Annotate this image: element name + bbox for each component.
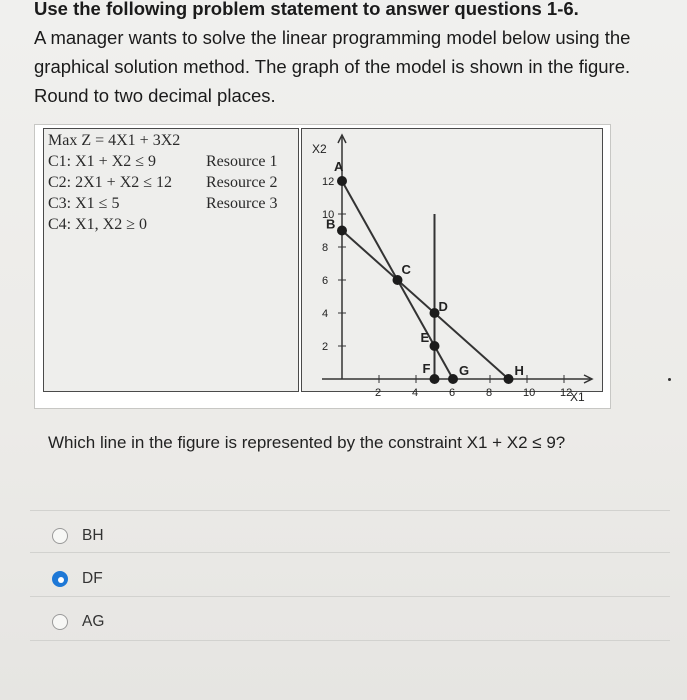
constraint-c4: C4: X1, X2 ≥ 0 (48, 216, 148, 233)
option-ag-label: AG (82, 613, 105, 630)
point-label-h: H (514, 363, 524, 378)
radio-bh[interactable] (52, 528, 68, 544)
objective-function: Max Z = 4X1 + 3X2 (48, 132, 181, 149)
problem-heading: Use the following problem statement to answer questions 1-6. (34, 0, 579, 19)
option-bh[interactable] (52, 524, 104, 548)
feasible-region-graph (301, 128, 603, 404)
problem-header (34, 0, 634, 110)
x-tick-label: 8 (486, 387, 493, 399)
divider (30, 596, 670, 597)
divider (30, 510, 670, 511)
option-bh-label: BH (82, 527, 104, 544)
divider (30, 640, 670, 641)
x-tick-label: 2 (375, 387, 382, 399)
stray-dot (668, 378, 671, 381)
point-e (430, 341, 440, 351)
y-tick-label: 6 (322, 275, 329, 287)
resource-1-label: Resource 1 (206, 153, 278, 170)
constraint-line-bh (342, 231, 509, 380)
y-tick-label: 2 (322, 341, 329, 353)
y-axis-label: X2 (312, 142, 327, 156)
radio-ag[interactable] (52, 614, 68, 630)
point-f (430, 374, 440, 384)
option-df[interactable] (52, 567, 103, 591)
radio-df[interactable] (52, 571, 68, 587)
y-tick-label: 4 (322, 308, 329, 320)
x-tick-label: 6 (449, 387, 456, 399)
option-ag[interactable] (52, 610, 104, 634)
question-text: Which line in the figure is represented by the constraint X1 + X2 ≤ 9? (48, 433, 566, 452)
point-label-b: B (326, 216, 336, 232)
resource-2-label: Resource 2 (206, 174, 278, 191)
constraint-c2: C2: 2X1 + X2 ≤ 12 (48, 174, 173, 191)
point-g (448, 374, 458, 384)
figure (34, 124, 611, 409)
point-label-f: F (422, 361, 431, 376)
x-tick-label: 4 (412, 387, 419, 399)
y-tick-label: 12 (322, 176, 335, 188)
y-tick-label: 8 (322, 242, 329, 254)
resource-3-label: Resource 3 (206, 195, 278, 212)
lp-model-box (43, 128, 299, 392)
axis-ticks (322, 176, 572, 399)
x-tick-label: 12 (560, 387, 573, 399)
constraint-lines (342, 181, 509, 379)
x-axis-label: X1 (570, 390, 585, 404)
point-h (504, 374, 514, 384)
y-tick-label: 10 (322, 209, 335, 221)
constraint-c3: C3: X1 ≤ 5 (48, 195, 120, 212)
problem-statement: A manager wants to solve the linear programming model below using the graphical solution method. The graph of the model is shown in the figure. Round to two decimal places. (34, 27, 631, 106)
point-b (337, 226, 347, 236)
point-label-a: A (334, 159, 344, 174)
x-tick-label: 10 (523, 387, 536, 399)
divider (30, 552, 670, 553)
point-label-g: G (459, 363, 470, 378)
point-a (337, 176, 347, 186)
point-label-d: D (438, 299, 448, 314)
corner-points (326, 159, 524, 384)
point-label-e: E (420, 330, 430, 345)
option-df-label: DF (82, 570, 103, 587)
point-label-c: C (401, 262, 411, 277)
graph-svg (302, 129, 602, 404)
constraint-c1: C1: X1 + X2 ≤ 9 (48, 153, 157, 170)
